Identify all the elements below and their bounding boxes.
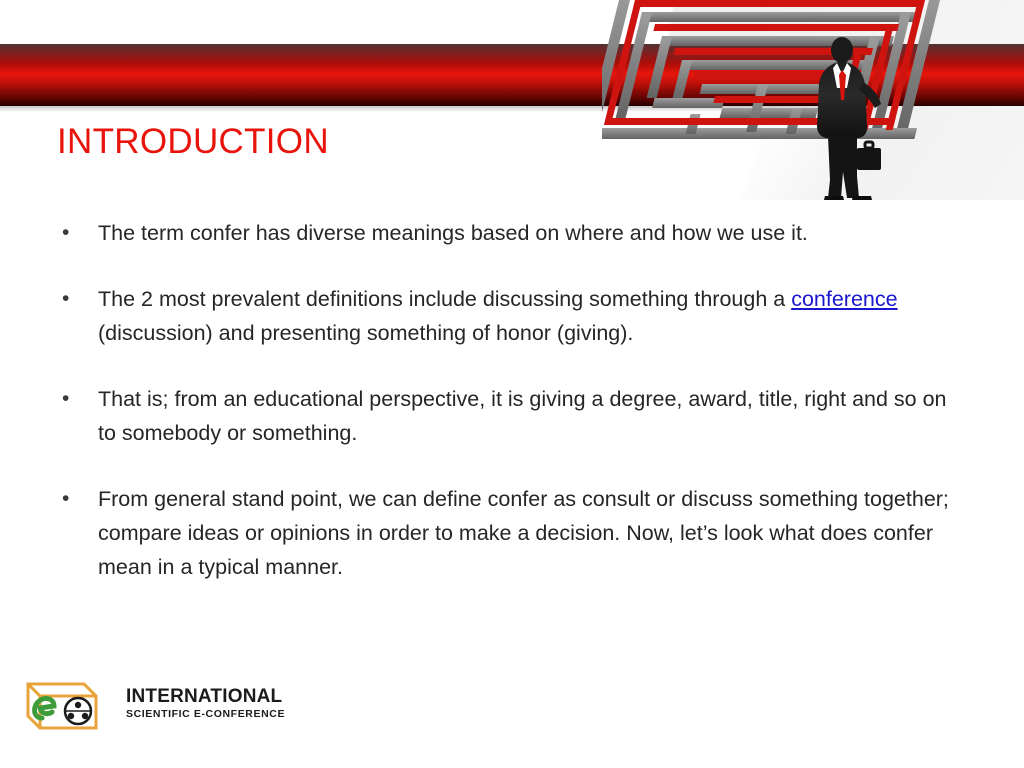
bullet-text: From general stand point, we can define confer as consult or discuss something together; compare ideas or opinions in order to make a decision. Now, let’s look what does confer mean in a typical manner. — [98, 487, 949, 579]
bullet-list — [57, 216, 962, 584]
bullet-marker: • — [62, 221, 70, 244]
businessman-silhouette-icon — [795, 30, 891, 200]
footer-logo-title: INTERNATIONAL — [126, 686, 283, 707]
list-item — [57, 216, 962, 250]
bullet-text: That is; from an educational perspective, it is giving a degree, award, title, right and so on to somebody or something. — [98, 387, 947, 445]
footer-logo-subtitle: SCIENTIFIC E-CONFERENCE — [126, 708, 286, 720]
page-title: INTRODUCTION — [57, 122, 329, 161]
slide-header-banner — [0, 0, 1024, 200]
list-item — [57, 282, 962, 350]
bullet-marker: • — [62, 487, 70, 510]
footer-logo-text — [126, 686, 285, 721]
e-conference-logo-icon — [22, 678, 118, 734]
bullet-text: The 2 most prevalent definitions include discussing something through a — [98, 287, 792, 311]
footer-logo — [22, 676, 292, 738]
bullet-text-tail: (discussion) and presenting something of honor (giving). — [98, 321, 634, 345]
bullet-text: The term confer has diverse meanings based on where and how we use it. — [98, 221, 808, 245]
conference-link[interactable]: conference — [791, 287, 898, 311]
list-item — [57, 482, 962, 584]
bullet-marker: • — [62, 387, 70, 410]
list-item — [57, 382, 962, 450]
bullet-marker: • — [62, 287, 70, 310]
